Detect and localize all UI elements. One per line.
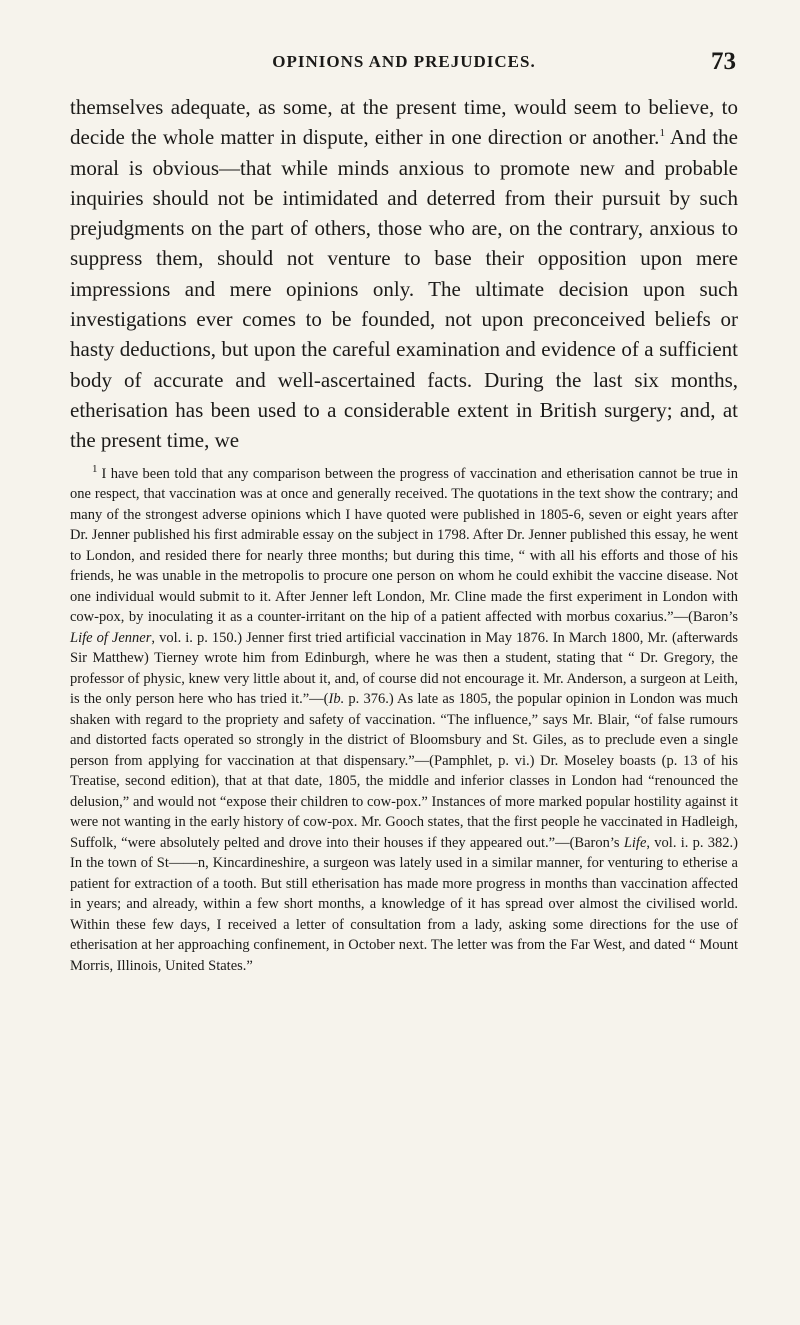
- main-text-part-1: themselves adequate, as some, at the present time, would seem to believe, to decide the whole matter in dispute, either in one direction or another.: [70, 95, 738, 150]
- footnote-marker: 1: [92, 462, 98, 475]
- footnote-citation-life: Life: [623, 834, 647, 851]
- main-text-part-2: And the moral is obvious—that while minds anxious to promote new and probable inquiries should not be intimidated and deterred from their pursuit by such prejudgments on the part of others, those who are, on the contrary, anxious to suppress them, should not venture to base their opposition upon mere impressions and mere opinions only. The ultimate decision upon such investigations ever comes to be founded, not upon preconceived beliefs or hasty deductions, but upon the careful examination and evidence of a sufficient body of accurate and well-ascertained facts. During the last six months, etherisation has been used to a considerable extent in British surgery; and, at the present time, we: [70, 125, 738, 453]
- footnote-text-2: , vol. i. p. 150.) Jenner first tried artificial vaccination in May 1876. In March 1800, Mr. (afterwards Sir Matthew) Tierney wrote him from Edinburgh, where he was then a student, stating that “ Dr. Gregory, the professor of physic, knew very little about it, and, of course did not encourage it. Mr. Anderson, a surgeon at Leith, is the only person here who has tried it.”—(: [70, 629, 738, 708]
- running-head: OPINIONS AND PREJUDICES.: [272, 52, 536, 71]
- footnote-text-1: I have been told that any comparison between the progress of vaccination and etherisation cannot be true in one respect, that vaccination was at once and generally received. The quotations in the text show the contrary; and many of the strongest adverse opinions which I have quoted were published in 1805-6, seven or eight years after Dr. Jenner published his first admirable essay on the subject in 1798. After Dr. Jenner published this essay, he went to London, and resided there for nearly three months; but during this time, “ with all his efforts and those of his friends, he was unable in the metropolis to procure one person on whom he could exhibit the vaccine disease. Not one individual would submit to it. After Jenner left London, Mr. Cline made the first experiment in London with cow-pox, by inoculating it as a counter-irritant on the hip of a patient affected with morbus coxarius.”—(Baron’s: [70, 465, 738, 626]
- footnote-text-4: , vol. i. p. 382.) In the town of St——n, Kincardineshire, a surgeon was lately used in a similar manner, for venturing to etherise a patient for extraction of a tooth. But still etherisation has made more progress in months than vaccination affected in years; and already, within a few short months, a knowledge of it has spread over almost the civilised world. Within these few days, I received a letter of consultation from a lady, asking some directions for the use of etherisation at her approaching confinement, in October next. The letter was from the Far West, and dated “ Mount Morris, Illinois, United States.”: [70, 834, 739, 974]
- page-header: [70, 48, 738, 92]
- main-paragraph: [70, 92, 738, 456]
- book-page: [70, 48, 738, 976]
- footnote-reference: 1: [659, 127, 665, 140]
- footnote-text-3: p. 376.) As late as 1805, the popular opinion in London was much shaken with regard to the propriety and safety of vaccination. “The influence,” says Mr. Blair, “of false rumours and distorted facts operated so strongly in the district of Bloomsbury and St. Giles, as to preclude even a single person from applying for vaccination at that dispensary.”—(Pamphlet, p. vi.) Dr. Moseley boasts (p. 13 of his Treatise, second edition), that at that date, 1805, the middle and inferior classes in London had “renounced the delusion,” and would not “expose their children to cow-pox.” Instances of more marked popular hostility against it were not wanting in the early history of cow-pox. Mr. Gooch states, that the first people he vaccinated in Hadleigh, Suffolk, “were absolutely pelted and drove into their houses if they appeared out.”—(Baron’s: [70, 691, 738, 851]
- footnote: [70, 464, 738, 977]
- footnote-citation-life-of-jenner: Life of Jenner: [70, 629, 152, 646]
- page-number: 73: [711, 48, 736, 75]
- footnote-citation-ib: Ib.: [328, 691, 345, 708]
